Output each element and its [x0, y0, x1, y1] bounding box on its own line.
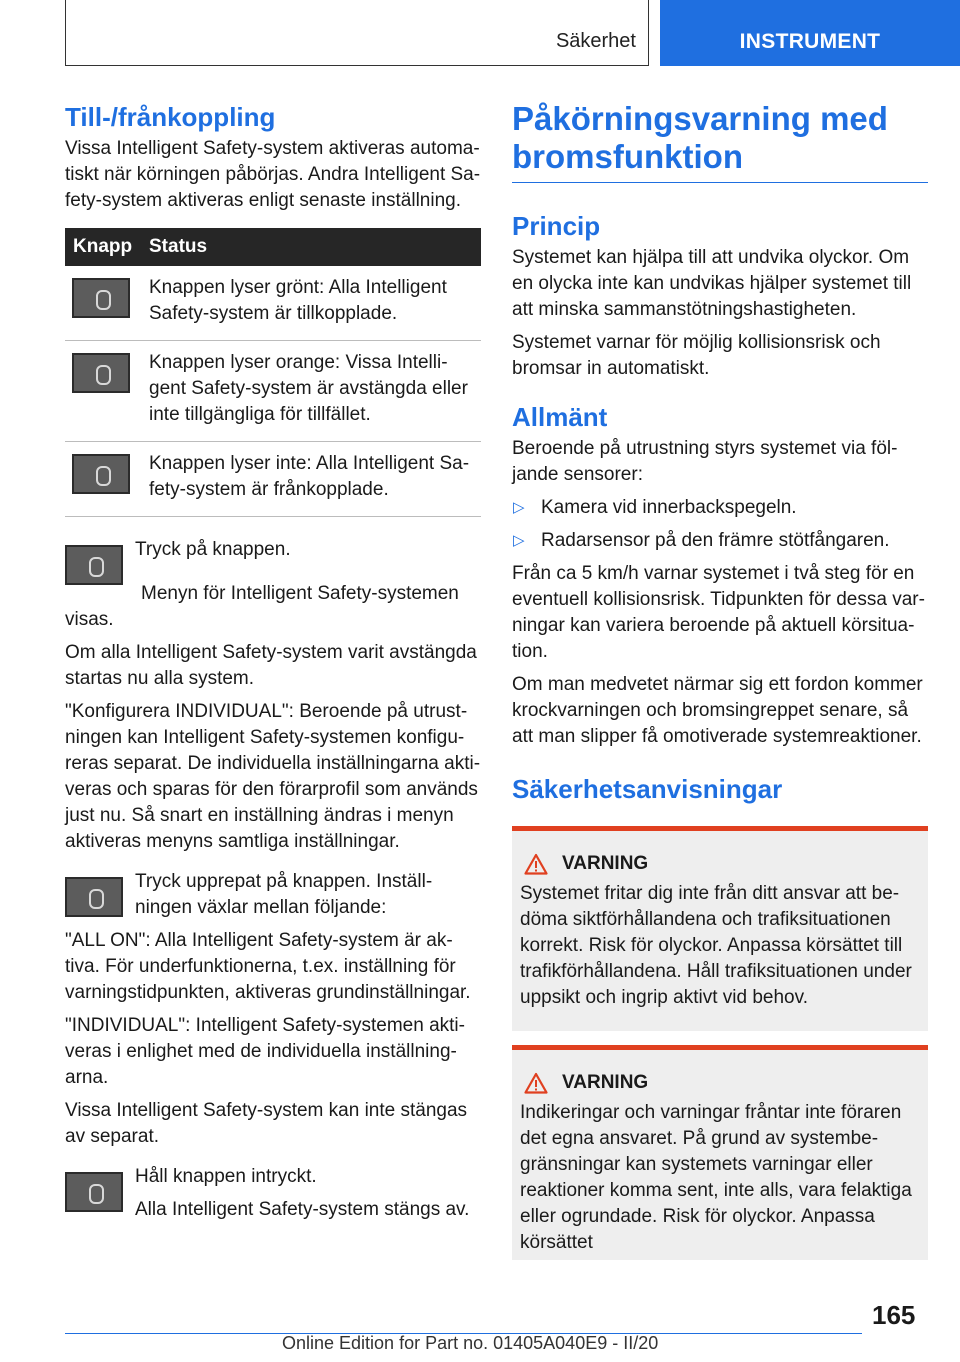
warning-text: Systemet fritar dig inte från ditt ansvar att bedöma siktförhållandena och trafiksituationen korrekt. Risk för olyckor. Anpassa körsättet till trafikförhållandena. Håll trafiksituationen under uppsikt och ingrip aktivt vid behov.	[520, 883, 912, 1008]
edition-text: Online Edition for Part no. 01405A040E9 - II/20	[282, 1333, 659, 1353]
chapter-heading: Påkörningsvarning med bromsfunktion	[512, 100, 888, 175]
safety-button-icon	[65, 877, 123, 917]
status-text: Knappen lyser grönt: Alla Intelligent Safety-system är tillkopplade.	[141, 266, 481, 341]
principle-paragraph: Systemet varnar för möjlig kollisionsrisk och bromsar in automatiskt.	[512, 332, 881, 379]
section-title: Säkerhet	[555, 30, 636, 52]
instruction-text: Tryck upprepat på knappen. Inställningen växlar mellan följande:	[135, 871, 433, 918]
list-item	[512, 528, 928, 554]
instruction-hold	[65, 1164, 481, 1230]
status-text: Knappen lyser inte: Alla Intelligent Safety-system är frånkopplade.	[141, 442, 481, 517]
table-header-status: Status	[141, 228, 481, 266]
bullet-triangle-icon: ▷	[513, 532, 525, 549]
general-paragraph: Om man medvetet närmar sig ett fordon kommer krockvarningen och bromsingreppet senare, så att man slipper få omotiverade systemreaktioner.	[512, 674, 923, 747]
table-row	[65, 442, 481, 517]
chapter-tab: INSTRUMENT	[660, 0, 960, 66]
button-status-table	[65, 228, 481, 517]
all-off-paragraph: Om alla Intelligent Safety-system varit avstängda startas nu alla system.	[65, 642, 477, 689]
safety-button-icon	[72, 278, 130, 318]
instruction-press-repeat	[65, 869, 481, 928]
intro-paragraph: Vissa Intelligent Safety-system aktiveras automatiskt när körningen påbörjas. Andra Intelligent Safety-system aktiveras enligt senaste inställning.	[65, 138, 481, 211]
warning-triangle-icon	[524, 1072, 548, 1094]
warning-label: VARNING	[562, 853, 649, 874]
safety-button-icon	[72, 353, 130, 393]
status-text: Knappen lyser orange: Vissa Intelligent Safety-system är avstängda eller inte tillgängliga för tillfället.	[141, 341, 481, 442]
cannot-separate-paragraph: Vissa Intelligent Safety-system kan inte stängas av separat.	[65, 1100, 468, 1147]
bullet-triangle-icon: ▷	[513, 499, 525, 516]
warning-box	[512, 1045, 928, 1260]
list-item	[512, 495, 928, 521]
table-header-button: Knapp	[65, 228, 141, 266]
instruction-result: Alla Intelligent Safety-system stängs av.	[135, 1199, 470, 1220]
general-paragraph: Beroende på utrustning styrs systemet via följande sensorer:	[512, 438, 898, 485]
safety-button-icon	[72, 454, 130, 494]
page-number: 165	[872, 1300, 916, 1330]
all-on-paragraph: "ALL ON": Alla Intelligent Safety-system är aktiva. För underfunktionerna, t.ex. inställning för varningstidpunkten, aktiveras grundinställningar.	[65, 930, 471, 1003]
safety-button-icon	[65, 1172, 123, 1212]
warning-box	[512, 826, 928, 1031]
menu-shown-text: Menyn för Intelligent Safety-systemen visas.	[65, 583, 459, 630]
section-heading-general: Allmänt	[512, 402, 608, 432]
general-paragraph: Från ca 5 km/h varnar systemet i två steg för en eventuell kollisionsrisk. Tidpunkten för dessa varningar kan variera beroende på aktuell körsituation.	[512, 563, 925, 662]
table-row	[65, 341, 481, 442]
section-heading-switch: Till-/frånkoppling	[65, 102, 276, 132]
section-heading-principle: Princip	[512, 211, 601, 241]
safety-button-icon	[65, 545, 123, 585]
table-row	[65, 266, 481, 341]
section-heading-safety: Säkerhetsanvisningar	[512, 774, 783, 804]
chapter-heading-block	[512, 100, 928, 183]
individual-paragraph: "INDIVIDUAL": Intelligent Safety-systemen aktiveras i enlighet med de individuella inställningarna.	[65, 1015, 465, 1088]
right-column	[512, 100, 928, 1274]
left-column	[65, 100, 481, 1230]
warning-triangle-icon	[524, 853, 548, 875]
header-box	[65, 0, 649, 66]
warning-label: VARNING	[562, 1072, 649, 1093]
configure-paragraph: "Konfigurera INDIVIDUAL": Beroende på utrustningen kan Intelligent Safety-systemen konfigureras separat. De individuella inställningarna aktiveras och sparas för den förarprofil som används just nu. Så snart en inställning ändras i menyn aktiveras menyns samtliga inställningar.	[65, 701, 481, 852]
list-item-text: Kamera vid innerbackspegeln.	[541, 497, 797, 518]
warning-text: Indikeringar och varningar fråntar inte föraren det egna ansvaret. På grund av systembegränsningar kan systemets varningar eller reaktioner komma sent, inte alls, vara felaktiga eller ogrundade. Risk för olyckor. Anpassa körsättet	[520, 1102, 912, 1253]
instruction-text: Håll knappen intryckt.	[135, 1166, 317, 1187]
principle-paragraph: Systemet kan hjälpa till att undvika olyckor. Om en olycka inte kan undvikas hjälper systemet till att minska sammanstötningshastigheten.	[512, 247, 912, 320]
instruction-press	[65, 537, 481, 585]
instruction-text: Tryck på knappen.	[135, 539, 291, 560]
list-item-text: Radarsensor på den främre stötfångaren.	[541, 530, 890, 551]
